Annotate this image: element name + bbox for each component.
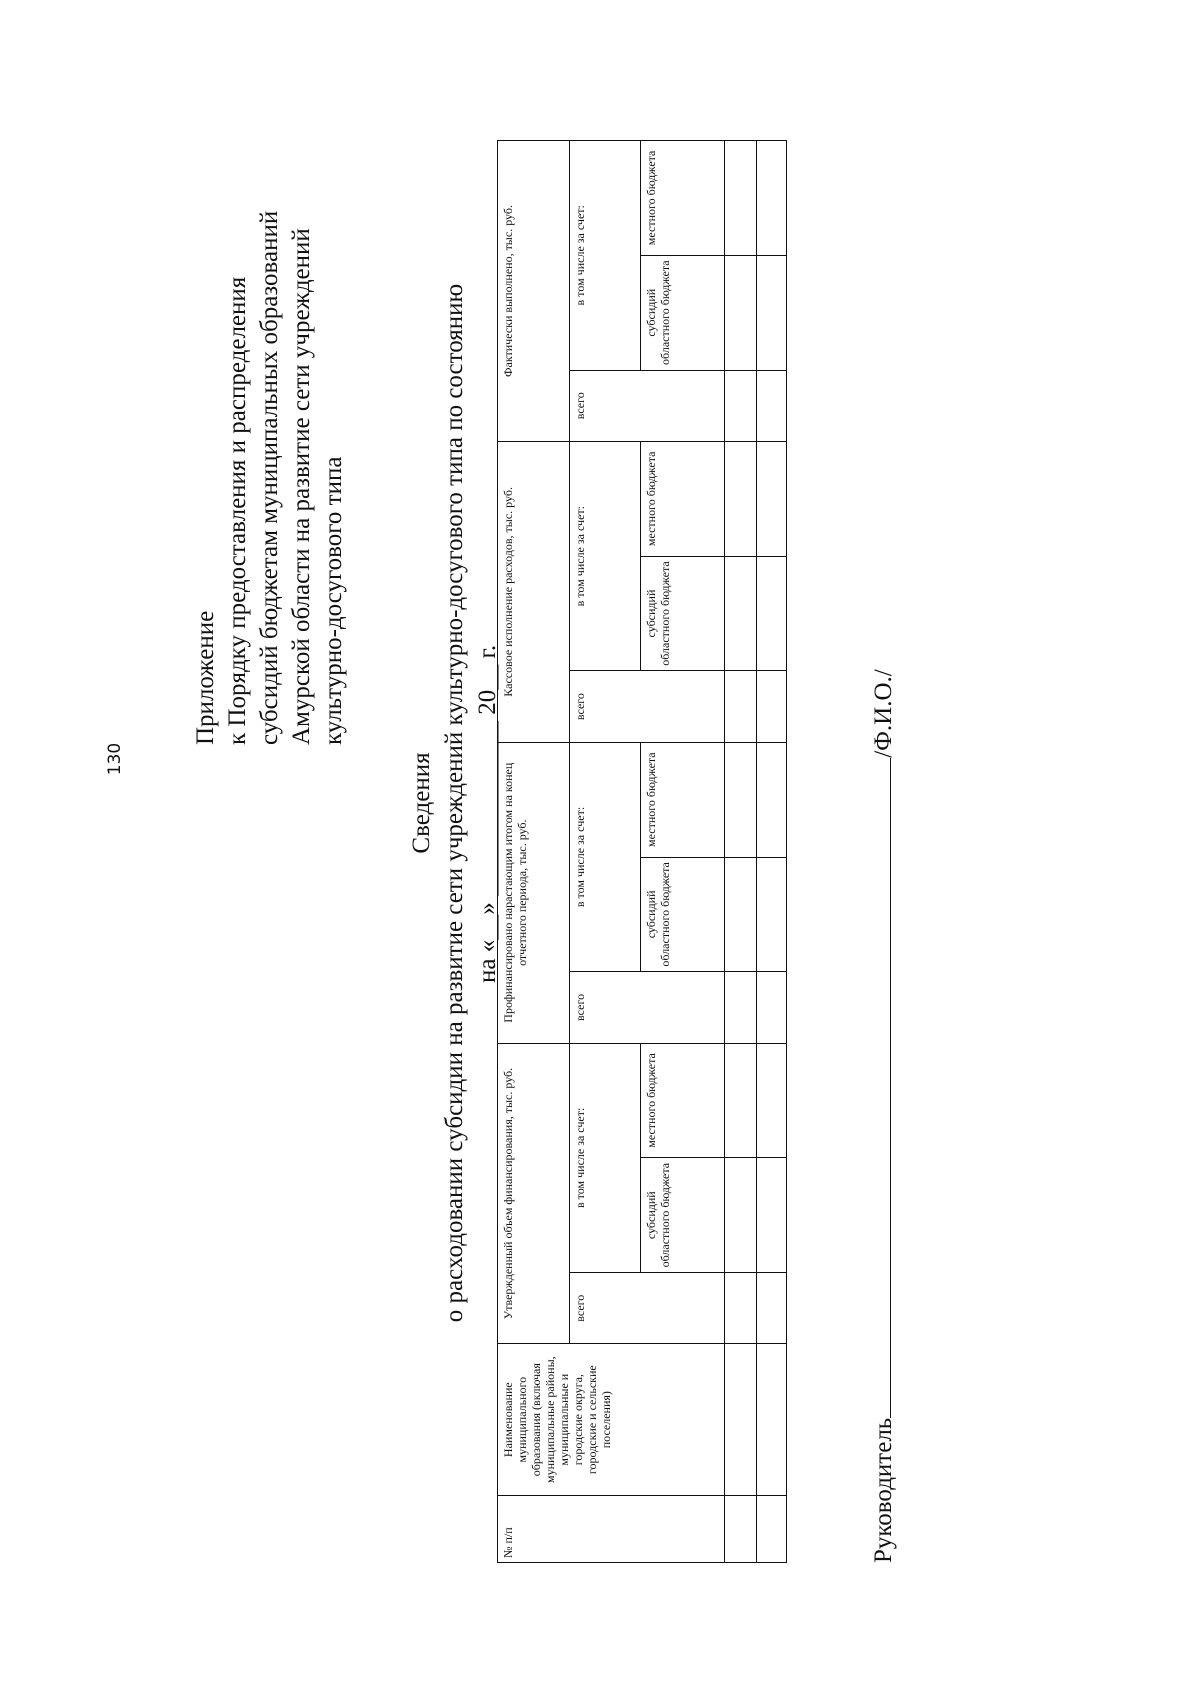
table-cell bbox=[724, 255, 756, 370]
page-number: 130 bbox=[105, 742, 125, 776]
header-municipality: Наименование муниципального образования (включая муниципальные районы, муниципальные и городские округа, городские и сельские поселения) bbox=[498, 1344, 725, 1495]
header-number: № п/п bbox=[498, 1495, 725, 1562]
header-cash-execution: Кассовое исполнение расходов, тыс. руб. bbox=[498, 441, 570, 742]
header-including: в том числе за счет: bbox=[569, 742, 641, 971]
header-actual: Фактически выполнено, тыс. руб. bbox=[498, 141, 570, 442]
document-title bbox=[405, 253, 504, 1353]
title-subtitle: о расходовании субсидии на развитие сети учреждений культурно-досугового типа по состоянию bbox=[441, 283, 468, 1323]
header-including: в том числе за счет: bbox=[569, 141, 641, 371]
table-cell bbox=[724, 972, 756, 1043]
signature-block bbox=[870, 563, 898, 1563]
appendix-line: субсидий бюджетам муниципальных образований bbox=[256, 210, 283, 745]
table-cell bbox=[756, 1273, 786, 1344]
signature-role: Руководитель bbox=[870, 1417, 897, 1563]
table-cell bbox=[756, 1495, 786, 1562]
table-cell bbox=[724, 441, 756, 556]
appendix-line: Приложение bbox=[192, 610, 219, 745]
table-cell bbox=[724, 1273, 756, 1344]
header-regional: субсидий областного бюджета bbox=[641, 1158, 724, 1273]
table-cell bbox=[756, 370, 786, 441]
title-date-line: на «__» ______________ 20__ г. bbox=[474, 644, 501, 983]
table-cell bbox=[756, 141, 786, 256]
table-cell bbox=[756, 742, 786, 857]
table-cell bbox=[756, 1344, 786, 1495]
header-regional: субсидий областного бюджета bbox=[641, 857, 724, 972]
report-table bbox=[497, 140, 787, 1563]
title-heading: Сведения bbox=[408, 752, 435, 854]
table-cell bbox=[724, 556, 756, 671]
header-including: в том числе за счет: bbox=[569, 441, 641, 670]
table-row bbox=[724, 141, 756, 1563]
table-cell bbox=[724, 1344, 756, 1495]
header-total: всего bbox=[569, 972, 724, 1043]
table-cell bbox=[756, 857, 786, 972]
header-total: всего bbox=[569, 1273, 724, 1344]
header-regional: субсидий областного бюджета bbox=[641, 255, 724, 370]
table-cell bbox=[724, 141, 756, 256]
table-cell bbox=[756, 255, 786, 370]
header-local: местного бюджета bbox=[641, 1043, 724, 1158]
table-row bbox=[756, 141, 786, 1563]
table-cell bbox=[724, 1043, 756, 1158]
signature-name: /Ф.И.О./ bbox=[870, 669, 897, 758]
table-cell bbox=[756, 671, 786, 742]
table-header-row bbox=[498, 141, 570, 1563]
header-local: местного бюджета bbox=[641, 441, 724, 556]
appendix-note bbox=[190, 45, 350, 745]
table-cell bbox=[724, 671, 756, 742]
table-cell bbox=[756, 1158, 786, 1273]
header-local: местного бюджета bbox=[641, 141, 724, 256]
header-regional: субсидий областного бюджета bbox=[641, 556, 724, 671]
signature-line bbox=[870, 758, 891, 1418]
table-cell bbox=[724, 370, 756, 441]
table-cell bbox=[756, 1043, 786, 1158]
header-approved: Утвержденный объем финансирования, тыс. руб. bbox=[498, 1043, 570, 1344]
table-cell bbox=[724, 1495, 756, 1562]
appendix-line: культурно-досугового типа bbox=[320, 456, 347, 745]
table-cell bbox=[724, 742, 756, 857]
table-cell bbox=[756, 441, 786, 556]
appendix-line: Амурской области на развитие сети учреждений bbox=[288, 228, 315, 745]
table-cell bbox=[724, 1158, 756, 1273]
appendix-line: к Порядку предоставления и распределения bbox=[224, 276, 251, 745]
header-financed: Профинансировано нарастающим итогом на конец отчетного периода, тыс. руб. bbox=[498, 742, 570, 1043]
table-cell bbox=[756, 556, 786, 671]
table-cell bbox=[724, 857, 756, 972]
header-total: всего bbox=[569, 671, 724, 742]
header-local: местного бюджета bbox=[641, 742, 724, 857]
table-cell bbox=[756, 972, 786, 1043]
header-total: всего bbox=[569, 370, 724, 441]
header-including: в том числе за счет: bbox=[569, 1043, 641, 1272]
